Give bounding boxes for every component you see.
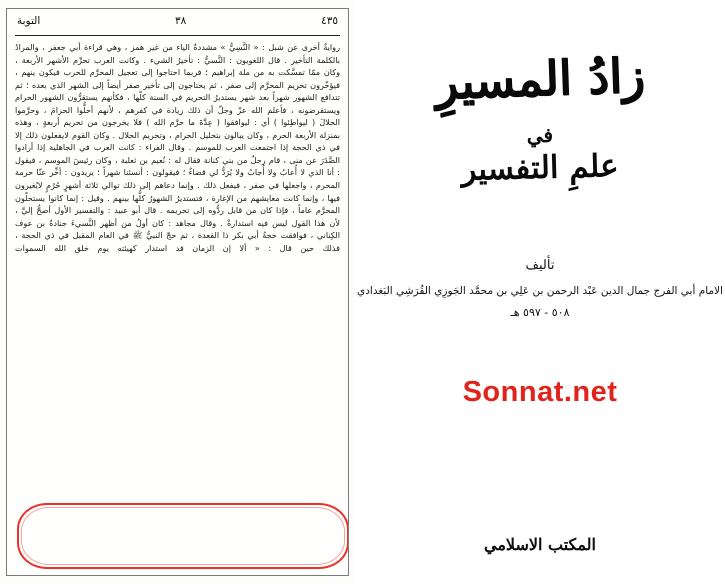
juz-number: ٣٨ [175,15,187,27]
author-name: الامام أبي الفرج جمال الدين عَبْد الرحمن بن عَلِي بن محمَّد الجَوزِي القُرَشِي البَغدادي [357,285,723,297]
book-title-connector: في [526,123,554,147]
book-title: زادُ المسيرِ [434,48,646,111]
surah-name: التوبة [17,15,41,27]
header-divider [15,35,340,36]
page-number: ٤٣٥ [321,15,338,27]
page-body-text [15,41,340,569]
book-subtitle: علمِ التفسير [460,147,620,189]
page-header [7,15,348,35]
site-watermark: Sonnat.net [462,376,618,408]
right-title-page [355,0,725,584]
left-text-page [6,8,349,576]
author-dates: ٥٠٨ - ٥٩٧ هـ [510,306,570,319]
body-paragraph: روايةٌ أخرى عن شبل : « النَّسِيُّ » مشددةُ الياء من غير همز ، وهي قراءة أبي جعفر ، والمرادُ بالكلمة التأخير . قال اللغويون : النَّسيُّ : تأخيرُ الشيء . وكانت العرب تحرِّم الأشهر الأربعة ، وكان ممّا تمسَّكت به من ملة إبراهيم ؛ فربما احتاجوا إلى تعجيل المحرَّم للحرب فيكون ينهم ، فيؤخّرون تحريم المحرَّم إلى صفر ، ثم يحتاجون إلى تأخير صفر أيضاً إلى الشهر الذي بعده ؛ ثم تتدافع الشهور شهراً بعد شهر يستديرُ التحريم في السنة كلّها ، فكأنهم يستقرُّون الشهور الحرام ويستقرضونه ، فأعلم الله عزّ وجلّ أن ذلك زيادة في كفرهم ، لأنهم أحلُّوا الحرامَ ، وحرَّموا الحلالَ ( ليواطِئوا ) أي : ليوافقوا ( عِدَّةَ ما حرَّم الله ) فلا يخرجون من تحريم أربعةٍ ، وهذه بمنزلة الأربعة الحرم ، وكان يبالون بتحليل الحرام ، وتحريم الحلال . وكان القوم لايفعلون ذلك إلا في ذي الحجة إذا اجتمعت العرب للموسم . وقال الفراء : كانت العرب في الجاهلية إذا أرادوا الصَّدَرَ عن منى ، قام رجلٌ من بني كنانة فقال له : نُعيم بن ثعلبة ، وكان رئيسَ الموسم ، فيقول : أنا الذي لا أُعابُ ولا أُجابُ ولا يُرَدُّ لي قضاءٌ ؛ فيقولون : أنسئنا شهراً ؛ يريدون : أخِّر عنّا حرمة المحرم ، واجعلها في صفر ، فيفعل ذلك . وإنما دعاهم إلى ذلك توالي ثلاثة أشهرٍ حُرُمٍ لايُغيرون فيها ، وإنما كانت معايشهم من الإغارة ، فتستديرُ الشهورُ كلُّها بينهم . وقيل : إنما كانوا يستحلّون المحرَّم عاماً ، فإذا كان من قابل ردُّوه إلى تحريمه . قال أبو عبيد : والتفسير الأول أصحُّ إليَّ ، لأن هذا القول ليس فيه استدارةٌ . وقال مجاهد : كان أولُ من أظهر النَّسيءَ جنادةُ بن عوف الكِناني ، فوافقت حجةُ أبي بكر ذا القعدة ، ثم حجّ النبيُّ ﷺ في العام المقبل في ذي الحجة ، فذلك حين قال : « ألا إن الزمان قد استدار كهيئته يوم خلق الله السموات [15,42,340,253]
author-label: تأليف [525,258,555,273]
publisher-name: المكتب الاسلامي [484,535,596,554]
